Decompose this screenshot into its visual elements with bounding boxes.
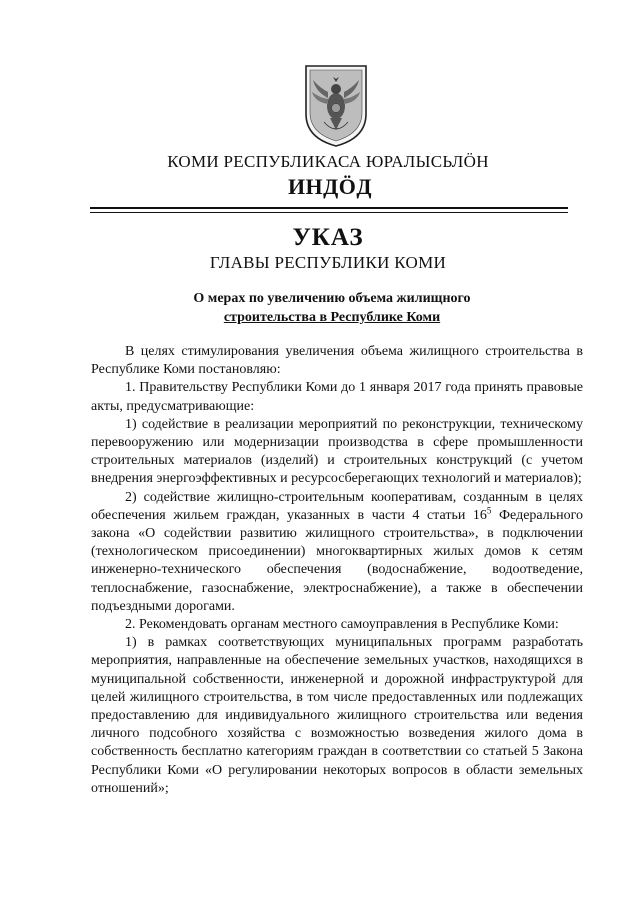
paragraph-item-1-2: [91, 489, 583, 616]
paragraph-item-1-2-part-b: Федерального закона «О содействии развитию жилищного строительства», в подключении (технологическом присоединении) многоквартирных жилых домов к сетям инженерно-технического обеспечения (водоснабжение, водоотведение, теплоснабжение, газоснабжение, электроснабжение), а также в обеспечении подъездными дорогами.: [91, 507, 584, 614]
paragraph-item-2-1: 1) в рамках соответствующих муниципальных программ разработать мероприятия, направленные на обеспечение земельных участков, находящихся в муниципальной собственности, инженерной и дорожной инфраструктурой для целей жилищного строительства, в том числе предоставленных или подлежащих предоставлению для индивидуального жилищного строительства или ведения личного подсобного хозяйства с возможностью возведения жилого дома в собственность бесплатно категориям граждан в соответствии со статьей 5 Закона Республики Коми «О регулировании некоторых вопросов в области земельных отношений»;: [91, 635, 583, 796]
subject-line-2: строительства в Республике Коми: [223, 310, 441, 325]
header-divider-thin: [90, 212, 568, 213]
lang-subtitle: ИНДӦД: [287, 174, 373, 199]
paragraph-item-1: 1. Правительству Республики Коми до 1 января 2017 года принять правовые акты, предусматривающие:: [91, 380, 583, 414]
decree-subtitle: ГЛАВЫ РЕСПУБЛИКИ КОМИ: [209, 253, 447, 272]
header-divider-thick: [90, 207, 568, 209]
decree-title: УКАЗ: [292, 224, 364, 251]
paragraph-item-1-1: 1) содействие в реализации мероприятий по реконструкции, техническому перевооружению или модернизации производства в сфере промышленности строительных материалов (изделий) и строительных конструкций (с учетом внедрения энергоэффективных и ресурсосберегающих технологий и материалов);: [91, 416, 583, 487]
paragraph-preamble: В целях стимулирования увеличения объема жилищного строительства в Республике Коми постановляю:: [91, 344, 583, 378]
article-superscript: 5: [486, 505, 492, 516]
paragraph-item-1-2-part-a: 2) содействие жилищно-строительным кооперативам, созданным в целях обеспечения жильем граждан, указанных в части 4 статьи 16: [91, 489, 583, 523]
lang-title: КОМИ РЕСПУБЛИКАСА ЮРАЛЫСЬЛӦН: [167, 152, 489, 171]
coat-of-arms-icon: [302, 62, 370, 148]
subject-line-1: О мерах по увеличению объема жилищного: [193, 291, 471, 306]
decree-body: [91, 343, 583, 798]
paragraph-item-2: 2. Рекомендовать органам местного самоуправления в Республике Коми:: [125, 617, 559, 633]
